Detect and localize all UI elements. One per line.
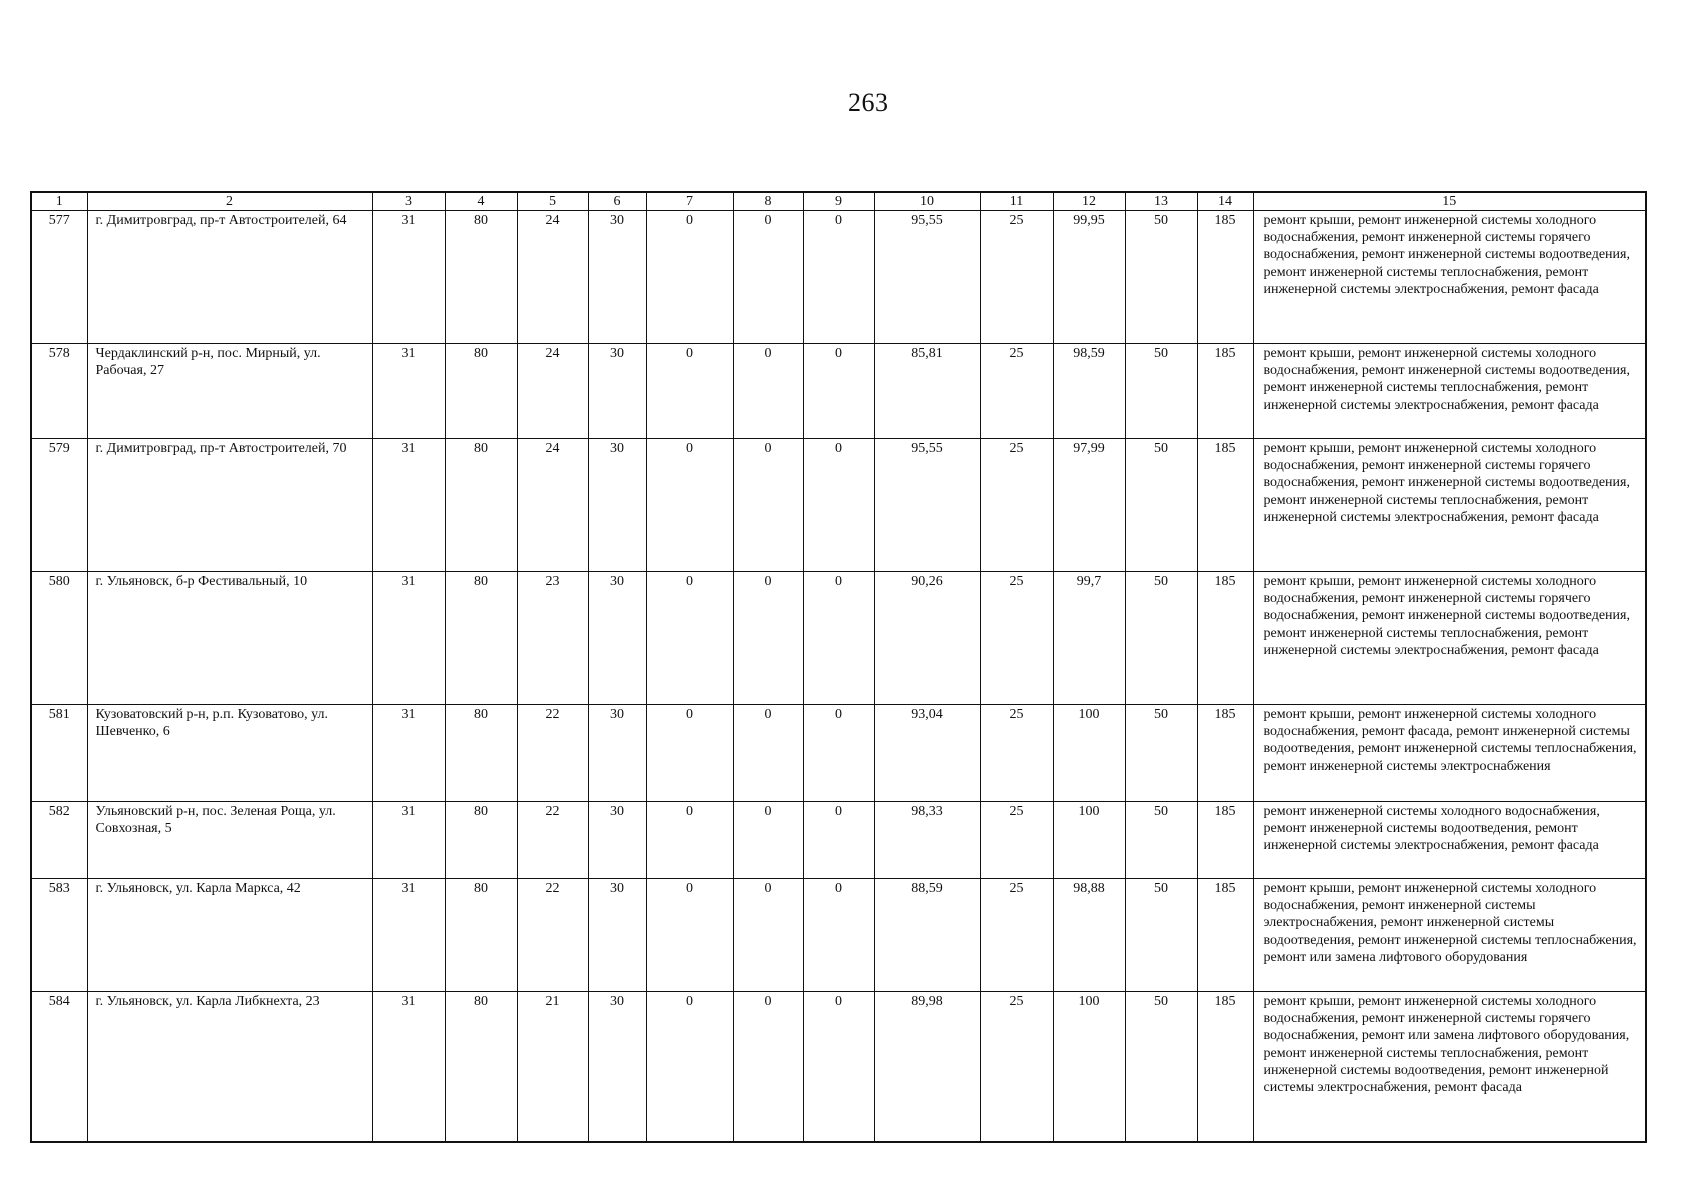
row-value-col5: 23 — [517, 572, 588, 705]
row-works: ремонт крыши, ремонт инженерной системы холодного водоснабжения, ремонт инженерной системы горячего водоснабжения, ремонт инженерной системы водоотведения, ремонт инженерной системы теплоснабжения, ремонт инженерной системы электроснабжения, ремонт фасада — [1253, 572, 1646, 705]
table-row — [31, 439, 1646, 572]
row-value-col13: 50 — [1125, 344, 1197, 439]
row-value-col11: 25 — [980, 879, 1053, 992]
column-header: 6 — [588, 192, 646, 211]
column-header: 15 — [1253, 192, 1646, 211]
row-value-col6: 30 — [588, 879, 646, 992]
row-value-col4: 80 — [445, 879, 517, 992]
row-value-col11: 25 — [980, 992, 1053, 1142]
row-number: 579 — [31, 439, 87, 572]
row-value-col10: 95,55 — [874, 439, 980, 572]
table-row — [31, 802, 1646, 879]
row-value-col4: 80 — [445, 802, 517, 879]
row-value-col7: 0 — [646, 705, 733, 802]
row-value-col6: 30 — [588, 344, 646, 439]
column-header: 12 — [1053, 192, 1125, 211]
table-row — [31, 879, 1646, 992]
row-value-col12: 99,95 — [1053, 211, 1125, 344]
column-header: 1 — [31, 192, 87, 211]
row-value-col4: 80 — [445, 439, 517, 572]
row-value-col12: 97,99 — [1053, 439, 1125, 572]
column-header: 8 — [733, 192, 803, 211]
column-header: 5 — [517, 192, 588, 211]
row-value-col9: 0 — [803, 211, 874, 344]
column-header: 13 — [1125, 192, 1197, 211]
repair-table-container — [30, 191, 1645, 1143]
row-number: 584 — [31, 992, 87, 1142]
row-value-col6: 30 — [588, 211, 646, 344]
page-number: 263 — [848, 88, 889, 117]
row-value-col13: 50 — [1125, 211, 1197, 344]
row-value-col4: 80 — [445, 572, 517, 705]
row-value-col3: 31 — [372, 705, 445, 802]
row-address: г. Димитровград, пр-т Автостроителей, 64 — [87, 211, 372, 344]
row-value-col6: 30 — [588, 992, 646, 1142]
column-header: 9 — [803, 192, 874, 211]
column-header: 7 — [646, 192, 733, 211]
row-value-col7: 0 — [646, 439, 733, 572]
row-value-col3: 31 — [372, 802, 445, 879]
row-value-col14: 185 — [1197, 344, 1253, 439]
row-value-col5: 22 — [517, 879, 588, 992]
row-value-col13: 50 — [1125, 992, 1197, 1142]
repair-table — [30, 191, 1647, 1143]
row-value-col5: 22 — [517, 705, 588, 802]
row-value-col8: 0 — [733, 992, 803, 1142]
column-header: 10 — [874, 192, 980, 211]
row-value-col9: 0 — [803, 992, 874, 1142]
row-value-col10: 85,81 — [874, 344, 980, 439]
row-value-col14: 185 — [1197, 439, 1253, 572]
column-header: 2 — [87, 192, 372, 211]
row-address: Чердаклинский р-н, пос. Мирный, ул. Рабочая, 27 — [87, 344, 372, 439]
row-value-col13: 50 — [1125, 439, 1197, 572]
row-value-col8: 0 — [733, 879, 803, 992]
row-value-col14: 185 — [1197, 211, 1253, 344]
row-value-col13: 50 — [1125, 572, 1197, 705]
row-address: г. Димитровград, пр-т Автостроителей, 70 — [87, 439, 372, 572]
row-works: ремонт инженерной системы холодного водоснабжения, ремонт инженерной системы водоотведения, ремонт инженерной системы электроснабжения, ремонт фасада — [1253, 802, 1646, 879]
table-header — [31, 192, 1646, 211]
row-value-col5: 24 — [517, 344, 588, 439]
table-row — [31, 572, 1646, 705]
row-value-col8: 0 — [733, 439, 803, 572]
row-value-col8: 0 — [733, 344, 803, 439]
row-value-col5: 24 — [517, 211, 588, 344]
row-value-col11: 25 — [980, 439, 1053, 572]
row-value-col8: 0 — [733, 802, 803, 879]
row-value-col8: 0 — [733, 211, 803, 344]
row-number: 577 — [31, 211, 87, 344]
row-value-col14: 185 — [1197, 992, 1253, 1142]
row-value-col6: 30 — [588, 439, 646, 572]
row-value-col14: 185 — [1197, 572, 1253, 705]
row-value-col7: 0 — [646, 344, 733, 439]
column-number-row — [31, 192, 1646, 211]
row-value-col3: 31 — [372, 211, 445, 344]
row-value-col4: 80 — [445, 344, 517, 439]
row-number: 581 — [31, 705, 87, 802]
row-value-col12: 99,7 — [1053, 572, 1125, 705]
row-value-col4: 80 — [445, 992, 517, 1142]
row-value-col11: 25 — [980, 344, 1053, 439]
table-row — [31, 344, 1646, 439]
row-works: ремонт крыши, ремонт инженерной системы холодного водоснабжения, ремонт инженерной системы горячего водоснабжения, ремонт инженерной системы водоотведения, ремонт инженерной системы теплоснабжения, ремонт инженерной системы электроснабжения, ремонт фасада — [1253, 439, 1646, 572]
table-body — [31, 211, 1646, 1142]
row-value-col3: 31 — [372, 992, 445, 1142]
row-value-col7: 0 — [646, 992, 733, 1142]
row-value-col11: 25 — [980, 211, 1053, 344]
row-value-col6: 30 — [588, 802, 646, 879]
row-value-col10: 90,26 — [874, 572, 980, 705]
row-value-col9: 0 — [803, 879, 874, 992]
row-value-col7: 0 — [646, 572, 733, 705]
column-header: 4 — [445, 192, 517, 211]
table-row — [31, 705, 1646, 802]
row-value-col10: 95,55 — [874, 211, 980, 344]
row-works: ремонт крыши, ремонт инженерной системы холодного водоснабжения, ремонт инженерной системы горячего водоснабжения, ремонт или замена лифтового оборудования, ремонт инженерной системы теплоснабжения, ремонт инженерной системы водоотведения, ремонт инженерной системы электроснабжения, ремонт фасада — [1253, 992, 1646, 1142]
row-value-col11: 25 — [980, 802, 1053, 879]
row-value-col9: 0 — [803, 802, 874, 879]
row-address: Ульяновский р-н, пос. Зеленая Роща, ул. Совхозная, 5 — [87, 802, 372, 879]
row-number: 582 — [31, 802, 87, 879]
row-address: г. Ульяновск, б-р Фестивальный, 10 — [87, 572, 372, 705]
row-value-col10: 98,33 — [874, 802, 980, 879]
row-value-col12: 98,59 — [1053, 344, 1125, 439]
table-row — [31, 992, 1646, 1142]
row-number: 578 — [31, 344, 87, 439]
row-value-col5: 24 — [517, 439, 588, 572]
row-value-col12: 100 — [1053, 992, 1125, 1142]
row-value-col9: 0 — [803, 439, 874, 572]
row-value-col3: 31 — [372, 344, 445, 439]
row-value-col14: 185 — [1197, 802, 1253, 879]
row-value-col13: 50 — [1125, 802, 1197, 879]
row-number: 580 — [31, 572, 87, 705]
row-value-col5: 22 — [517, 802, 588, 879]
row-works: ремонт крыши, ремонт инженерной системы холодного водоснабжения, ремонт фасада, ремонт инженерной системы водоотведения, ремонт инженерной системы теплоснабжения, ремонт инженерной системы электроснабжения — [1253, 705, 1646, 802]
column-header: 11 — [980, 192, 1053, 211]
row-value-col4: 80 — [445, 705, 517, 802]
row-value-col7: 0 — [646, 879, 733, 992]
row-value-col9: 0 — [803, 705, 874, 802]
row-works: ремонт крыши, ремонт инженерной системы холодного водоснабжения, ремонт инженерной системы электроснабжения, ремонт инженерной системы водоотведения, ремонт инженерной системы теплоснабжения, ремонт или замена лифтового оборудования — [1253, 879, 1646, 992]
row-address: г. Ульяновск, ул. Карла Либкнехта, 23 — [87, 992, 372, 1142]
row-value-col9: 0 — [803, 572, 874, 705]
row-value-col8: 0 — [733, 705, 803, 802]
row-value-col14: 185 — [1197, 705, 1253, 802]
row-value-col3: 31 — [372, 439, 445, 572]
column-header: 14 — [1197, 192, 1253, 211]
row-value-col7: 0 — [646, 211, 733, 344]
row-value-col3: 31 — [372, 572, 445, 705]
row-value-col6: 30 — [588, 572, 646, 705]
row-value-col13: 50 — [1125, 879, 1197, 992]
row-number: 583 — [31, 879, 87, 992]
row-value-col11: 25 — [980, 705, 1053, 802]
row-value-col11: 25 — [980, 572, 1053, 705]
row-value-col5: 21 — [517, 992, 588, 1142]
row-value-col6: 30 — [588, 705, 646, 802]
row-value-col10: 88,59 — [874, 879, 980, 992]
row-value-col7: 0 — [646, 802, 733, 879]
row-value-col10: 93,04 — [874, 705, 980, 802]
row-address: г. Ульяновск, ул. Карла Маркса, 42 — [87, 879, 372, 992]
row-value-col3: 31 — [372, 879, 445, 992]
row-value-col4: 80 — [445, 211, 517, 344]
row-value-col12: 100 — [1053, 705, 1125, 802]
row-value-col8: 0 — [733, 572, 803, 705]
row-value-col13: 50 — [1125, 705, 1197, 802]
row-address: Кузоватовский р-н, р.п. Кузоватово, ул. Шевченко, 6 — [87, 705, 372, 802]
row-value-col10: 89,98 — [874, 992, 980, 1142]
row-works: ремонт крыши, ремонт инженерной системы холодного водоснабжения, ремонт инженерной системы горячего водоснабжения, ремонт инженерной системы водоотведения, ремонт инженерной системы теплоснабжения, ремонт инженерной системы электроснабжения, ремонт фасада — [1253, 211, 1646, 344]
row-value-col12: 100 — [1053, 802, 1125, 879]
row-value-col14: 185 — [1197, 879, 1253, 992]
row-value-col9: 0 — [803, 344, 874, 439]
column-header: 3 — [372, 192, 445, 211]
table-row — [31, 211, 1646, 344]
row-value-col12: 98,88 — [1053, 879, 1125, 992]
row-works: ремонт крыши, ремонт инженерной системы холодного водоснабжения, ремонт инженерной системы водоотведения, ремонт инженерной системы теплоснабжения, ремонт инженерной системы электроснабжения, ремонт фасада — [1253, 344, 1646, 439]
